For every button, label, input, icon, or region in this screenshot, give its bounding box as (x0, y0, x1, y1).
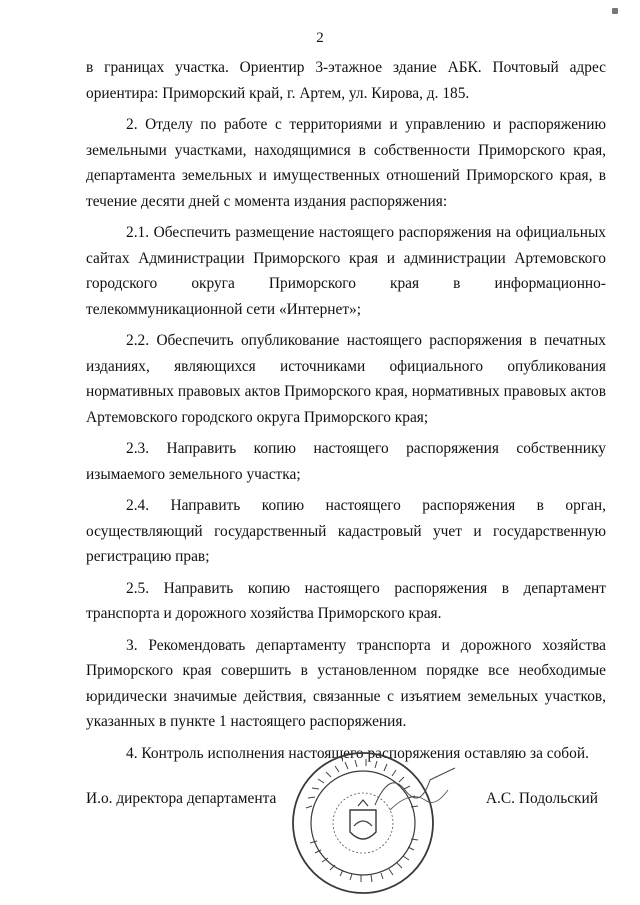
document-body (86, 55, 606, 772)
paragraph-4: 4. Контроль исполнения настоящего распоряжения оставляю за собой. (126, 744, 589, 762)
paragraph-2-2: 2.2. Обеспечить опубликование настоящего распоряжения в печатных изданиях, являющихся источниками официального опубликования нормативных правовых актов Приморского края, нормативных правовых актов Артемовского городского округа Приморского края; (86, 332, 606, 426)
handwritten-signature (370, 760, 460, 820)
signatory-name: А.С. Подольский (485, 790, 598, 807)
page-number: 2 (316, 30, 324, 46)
paragraph-2-3: 2.3. Направить копию настоящего распоряжения собственнику изымаемого земельного участка; (86, 440, 606, 483)
paragraph-2: 2. Отделу по работе с территориями и управлению и распоряжению земельными участками, находящимися в собственности Приморского края, департамента земельных и имущественных отношений Приморского края, в течение десяти дней с момента издания распоряжения: (86, 116, 606, 210)
paragraph-address: в границах участка. Ориентир 3-этажное здание АБК. Почтовый адрес ориентира: Приморский край, г. Артем, ул. Кирова, д. 185. (86, 59, 606, 102)
signatory-position: И.о. директора департамента (86, 790, 277, 807)
paragraph-2-1: 2.1. Обеспечить размещение настоящего распоряжения на официальных сайтах Администрации Приморского края и администрации Артемовского городского округа Приморского края в информационно-телекоммуникационной сети «Интернет»; (86, 224, 606, 318)
paragraph-2-5: 2.5. Направить копию настоящего распоряжения в департамент транспорта и дорожного хозяйства Приморского края. (86, 579, 606, 622)
paragraph-3: 3. Рекомендовать департаменту транспорта и дорожного хозяйства Приморского края совершить в установленном порядке все необходимые юридически значимые действия, связанные с изъятием земельных участков, указанных в пункте 1 настоящего распоряжения. (86, 636, 606, 730)
paragraph-2-4: 2.4. Направить копию настоящего распоряжения в орган, осуществляющий государственный кадастровый учет и государственную регистрацию прав; (86, 497, 606, 565)
scan-mark (612, 8, 618, 14)
